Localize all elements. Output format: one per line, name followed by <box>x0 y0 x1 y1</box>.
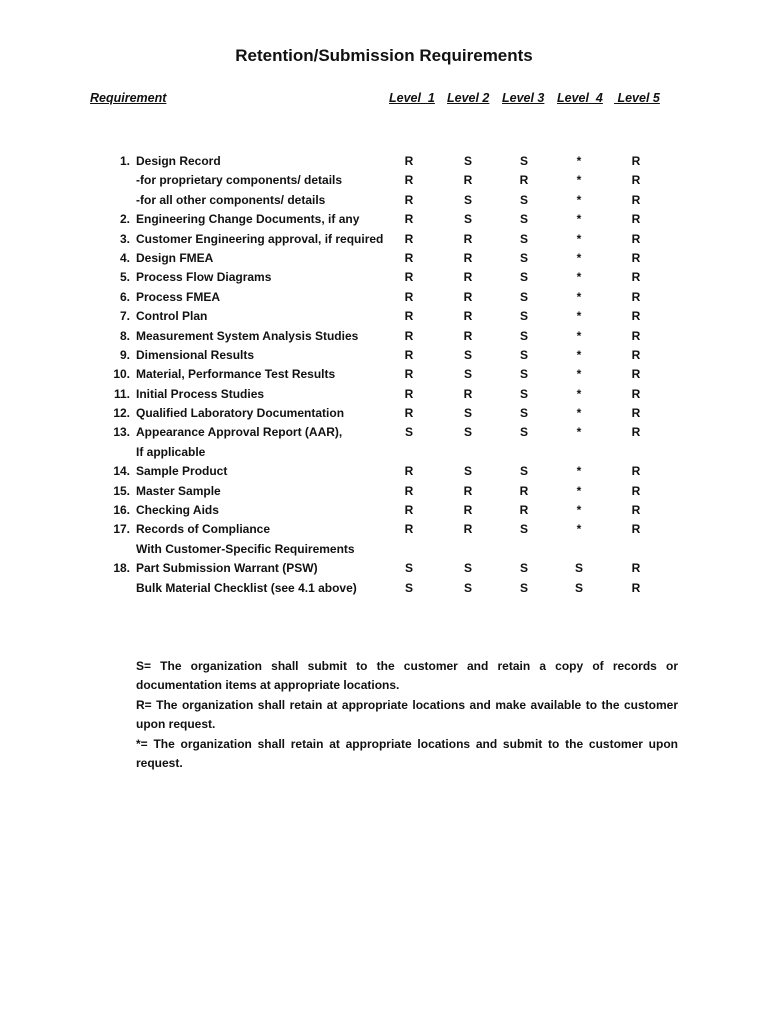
cell-level-1: S <box>404 425 413 440</box>
table-row <box>0 404 768 423</box>
cell-level-1: R <box>404 328 414 343</box>
cell-level-4: * <box>576 289 582 304</box>
table-row <box>0 210 768 229</box>
row-requirement: Qualified Laboratory Documentation <box>136 406 345 421</box>
cell-level-5: R <box>631 483 641 498</box>
cell-level-3: S <box>519 464 528 479</box>
cell-level-5: R <box>631 212 641 227</box>
cell-level-4: S <box>574 580 583 595</box>
requirements-table <box>0 152 768 598</box>
row-requirement: Customer Engineering approval, if required <box>136 231 384 246</box>
cell-level-4: * <box>576 386 582 401</box>
row-requirement: Sample Product <box>136 464 228 479</box>
table-row <box>0 579 768 598</box>
cell-level-2: S <box>463 192 472 207</box>
table-row <box>0 268 768 287</box>
row-number: 7. <box>119 309 130 324</box>
cell-level-5: R <box>631 309 641 324</box>
cell-level-4: * <box>576 192 582 207</box>
table-row <box>0 327 768 346</box>
cell-level-2: R <box>463 503 473 518</box>
header-level-3: Level 3 <box>502 91 545 105</box>
cell-level-4: * <box>576 231 582 246</box>
cell-level-2: R <box>463 328 473 343</box>
cell-level-1: R <box>404 154 414 168</box>
cell-level-5: R <box>631 328 641 343</box>
cell-level-3: S <box>519 154 528 168</box>
cell-level-2: S <box>463 561 472 576</box>
cell-level-2: R <box>463 250 473 265</box>
cell-level-2: S <box>463 154 472 168</box>
table-row <box>0 559 768 578</box>
cell-level-3: S <box>519 212 528 227</box>
cell-level-1: R <box>404 212 414 227</box>
row-requirement: -for all other components/ details <box>136 192 326 207</box>
cell-level-2: R <box>463 309 473 324</box>
cell-level-5: R <box>631 367 641 382</box>
cell-level-3: S <box>519 270 528 285</box>
cell-level-3: R <box>519 503 529 518</box>
cell-level-5: R <box>631 464 641 479</box>
row-number: 12. <box>113 406 130 421</box>
row-requirement: Measurement System Analysis Studies <box>136 328 359 343</box>
row-number: 10. <box>113 367 130 382</box>
row-requirement: Design Record <box>136 154 221 168</box>
cell-level-4: * <box>576 503 582 518</box>
cell-level-3: S <box>519 406 528 421</box>
cell-level-1: R <box>404 464 414 479</box>
row-number: 6. <box>119 289 130 304</box>
cell-level-1: R <box>404 270 414 285</box>
cell-level-3: S <box>519 192 528 207</box>
cell-level-4: * <box>576 406 582 421</box>
row-requirement: Engineering Change Documents, if any <box>136 212 360 227</box>
cell-level-5: R <box>631 503 641 518</box>
row-requirement: Material, Performance Test Results <box>136 367 336 382</box>
cell-level-5: R <box>631 154 641 168</box>
cell-level-5: R <box>631 192 641 207</box>
cell-level-2: R <box>463 289 473 304</box>
cell-level-5: R <box>631 522 641 537</box>
cell-level-5: R <box>631 347 641 362</box>
cell-level-1: R <box>404 406 414 421</box>
cell-level-2: S <box>463 367 472 382</box>
row-requirement: If applicable <box>136 444 206 459</box>
cell-level-3: S <box>519 367 528 382</box>
cell-level-1: R <box>404 367 414 382</box>
header-level-5: Level 5 <box>614 91 660 105</box>
row-requirement: Checking Aids <box>136 503 219 518</box>
table-row <box>0 443 768 462</box>
table-row <box>0 501 768 520</box>
cell-level-2: R <box>463 386 473 401</box>
cell-level-3: R <box>519 483 529 498</box>
cell-level-4: * <box>576 250 582 265</box>
cell-level-4: * <box>576 328 582 343</box>
cell-level-2: S <box>463 425 472 440</box>
table-row <box>0 230 768 249</box>
cell-level-5: R <box>631 386 641 401</box>
cell-level-5: R <box>631 250 641 265</box>
row-requirement: Initial Process Studies <box>136 386 265 401</box>
table-row <box>0 462 768 481</box>
cell-level-3: S <box>519 231 528 246</box>
cell-level-3: S <box>519 347 528 362</box>
row-number: 3. <box>119 231 130 246</box>
table-row <box>0 288 768 307</box>
cell-level-1: R <box>404 522 414 537</box>
cell-level-4: * <box>576 212 582 227</box>
header-requirement: Requirement <box>90 91 167 105</box>
row-number: 18. <box>113 561 130 576</box>
table-row <box>0 423 768 442</box>
cell-level-2: R <box>463 270 473 285</box>
row-requirement: Part Submission Warrant (PSW) <box>136 561 318 576</box>
table-row <box>0 307 768 326</box>
cell-level-5: R <box>631 270 641 285</box>
cell-level-3: S <box>519 580 528 595</box>
row-number: 8. <box>119 328 130 343</box>
cell-level-5: R <box>631 425 641 440</box>
row-requirement: Process FMEA <box>136 289 221 304</box>
cell-level-3: S <box>519 328 528 343</box>
row-number: 1. <box>119 154 130 168</box>
row-requirement: -for proprietary components/ details <box>136 173 343 188</box>
header-level-2: Level 2 <box>447 91 490 105</box>
row-requirement: With Customer-Specific Requirements <box>136 541 355 556</box>
cell-level-1: R <box>404 309 414 324</box>
legend <box>136 657 678 773</box>
table-row <box>0 385 768 404</box>
cell-level-1: R <box>404 386 414 401</box>
row-number: 16. <box>113 503 130 518</box>
header-level-4: Level 4 <box>557 91 603 105</box>
cell-level-1: R <box>404 250 414 265</box>
header-level-1: Level 1 <box>389 91 435 105</box>
table-row <box>0 191 768 210</box>
cell-level-4: S <box>574 561 583 576</box>
table-row <box>0 152 768 171</box>
row-requirement: Appearance Approval Report (AAR), <box>136 425 343 440</box>
table-row <box>0 520 768 539</box>
cell-level-1: R <box>404 347 414 362</box>
row-number: 9. <box>119 347 130 362</box>
cell-level-2: S <box>463 212 472 227</box>
row-number: 5. <box>119 270 130 285</box>
row-requirement: Dimensional Results <box>136 347 255 362</box>
cell-level-1: S <box>404 561 413 576</box>
cell-level-3: R <box>519 173 529 188</box>
row-requirement: Design FMEA <box>136 250 214 265</box>
cell-level-5: R <box>631 231 641 246</box>
cell-level-4: * <box>576 173 582 188</box>
cell-level-5: R <box>631 580 641 595</box>
cell-level-1: R <box>404 231 414 246</box>
row-number: 14. <box>113 464 130 479</box>
legend-r: R= The organization shall retain at appropriate locations and make available to the customer upon request. <box>136 697 678 732</box>
row-number: 15. <box>113 483 130 498</box>
cell-level-3: S <box>519 425 528 440</box>
table-row <box>0 346 768 365</box>
row-number: 13. <box>113 425 130 440</box>
cell-level-1: R <box>404 503 414 518</box>
row-number: 17. <box>113 522 130 537</box>
table-row <box>0 540 768 559</box>
row-requirement: Master Sample <box>136 483 221 498</box>
cell-level-3: S <box>519 250 528 265</box>
cell-level-4: * <box>576 270 582 285</box>
cell-level-1: R <box>404 173 414 188</box>
cell-level-1: R <box>404 192 414 207</box>
table-row <box>0 171 768 190</box>
cell-level-1: R <box>404 483 414 498</box>
cell-level-1: R <box>404 289 414 304</box>
table-row <box>0 482 768 501</box>
cell-level-2: R <box>463 522 473 537</box>
cell-level-1: S <box>404 580 413 595</box>
row-number: 2. <box>119 212 130 227</box>
table-row <box>0 249 768 268</box>
cell-level-5: R <box>631 406 641 421</box>
cell-level-3: S <box>519 386 528 401</box>
cell-level-3: S <box>519 522 528 537</box>
row-requirement: Control Plan <box>136 309 208 324</box>
cell-level-2: S <box>463 347 472 362</box>
row-number: 11. <box>113 386 130 401</box>
cell-level-2: R <box>463 483 473 498</box>
cell-level-4: * <box>576 425 582 440</box>
row-requirement: Bulk Material Checklist (see 4.1 above) <box>136 580 357 595</box>
page-title: Retention/Submission Requirements <box>235 46 533 65</box>
cell-level-4: * <box>576 522 582 537</box>
cell-level-4: * <box>576 367 582 382</box>
row-requirement: Records of Compliance <box>136 522 271 537</box>
cell-level-4: * <box>576 154 582 168</box>
cell-level-5: R <box>631 289 641 304</box>
cell-level-4: * <box>576 464 582 479</box>
cell-level-2: S <box>463 464 472 479</box>
row-number: 4. <box>119 250 130 265</box>
legend-star: *= The organization shall retain at appropriate locations and submit to the customer upon request. <box>136 736 678 771</box>
cell-level-5: R <box>631 561 641 576</box>
cell-level-3: S <box>519 289 528 304</box>
legend-s: S= The organization shall submit to the customer and retain a copy of records or documentation items at appropriate locations. <box>136 659 678 693</box>
cell-level-3: S <box>519 561 528 576</box>
cell-level-2: R <box>463 231 473 246</box>
cell-level-4: * <box>576 483 582 498</box>
cell-level-4: * <box>576 309 582 324</box>
cell-level-2: S <box>463 580 472 595</box>
cell-level-4: * <box>576 347 582 362</box>
cell-level-2: R <box>463 173 473 188</box>
table-row <box>0 365 768 384</box>
cell-level-3: S <box>519 309 528 324</box>
row-requirement: Process Flow Diagrams <box>136 270 272 285</box>
cell-level-2: S <box>463 406 472 421</box>
cell-level-5: R <box>631 173 641 188</box>
